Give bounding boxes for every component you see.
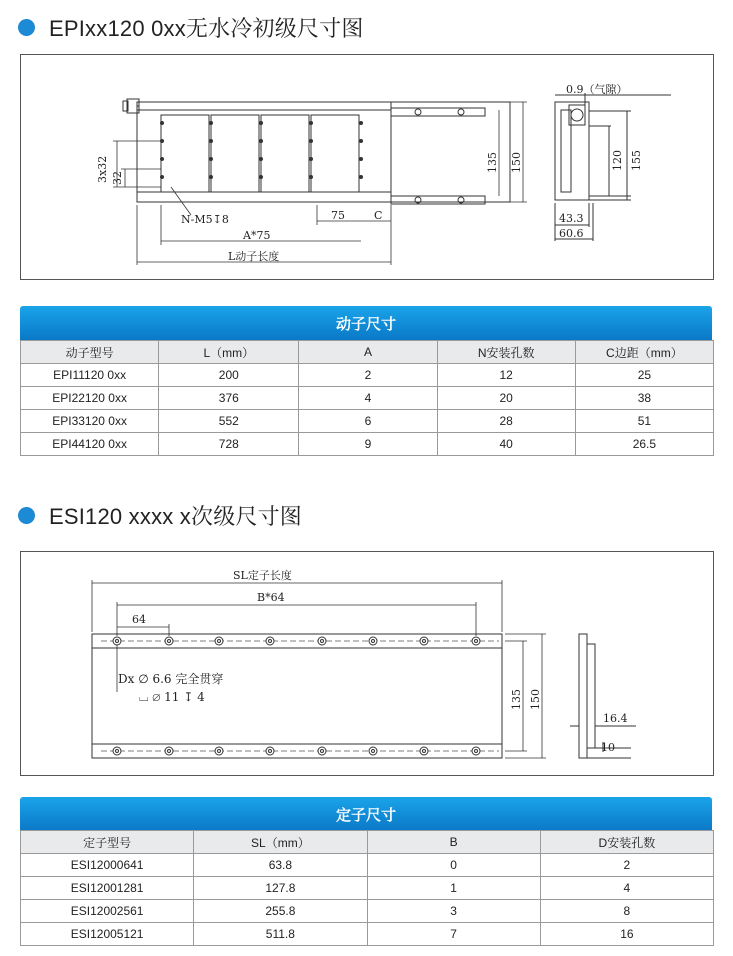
label-150: 150 xyxy=(529,689,542,710)
label-155: 155 xyxy=(630,150,643,171)
header-cell: 动子型号 xyxy=(21,341,159,364)
table-cell: ESI12000641 xyxy=(21,854,194,877)
bullet-icon xyxy=(18,507,35,524)
label-dx-holes: Dx ∅ 6.6 完全贯穿 xyxy=(118,672,224,686)
mover-table xyxy=(20,340,714,456)
secondary-side-view xyxy=(570,634,636,758)
table-header-row xyxy=(21,831,714,854)
label-120: 120 xyxy=(611,150,624,171)
table-cell: 552 xyxy=(159,410,299,433)
table-cell: 25 xyxy=(575,364,713,387)
table-cell: 9 xyxy=(299,433,437,456)
label-3x32: 3x32 xyxy=(96,155,109,183)
label-32: 32 xyxy=(111,171,124,185)
primary-body xyxy=(137,102,510,202)
table-cell: 1 xyxy=(367,877,540,900)
label-60-6: 60.6 xyxy=(559,227,584,240)
stator-table xyxy=(20,830,714,946)
header-cell: SL（mm） xyxy=(194,831,367,854)
table-cell: ESI12002561 xyxy=(21,900,194,923)
table-row xyxy=(21,387,714,410)
label-75: 75 xyxy=(331,209,345,222)
label-10: 10 xyxy=(601,741,615,754)
table-header-row xyxy=(21,341,714,364)
table-cell: 38 xyxy=(575,387,713,410)
label-16-4: 16.4 xyxy=(603,712,628,725)
table-row xyxy=(21,854,714,877)
primary-drawing-svg xyxy=(21,55,713,279)
stator-table-banner: 定子尺寸 xyxy=(20,797,712,831)
table-cell: 511.8 xyxy=(194,923,367,946)
table-cell: 8 xyxy=(540,900,713,923)
table-cell: 2 xyxy=(540,854,713,877)
label-135: 135 xyxy=(510,689,523,710)
mover-table-banner: 动子尺寸 xyxy=(20,306,712,340)
primary-drawing xyxy=(20,54,714,280)
table-row xyxy=(21,923,714,946)
label-43-3: 43.3 xyxy=(559,212,584,225)
header-cell: N安装孔数 xyxy=(437,341,575,364)
label-b64: B*64 xyxy=(257,591,285,604)
table-row xyxy=(21,433,714,456)
label-sl: SL定子长度 xyxy=(233,569,292,582)
table-cell: 3 xyxy=(367,900,540,923)
label-150: 150 xyxy=(510,152,523,173)
table-cell: ESI12005121 xyxy=(21,923,194,946)
table-cell: 728 xyxy=(159,433,299,456)
bullet-icon xyxy=(18,19,35,36)
table-cell: 12 xyxy=(437,364,575,387)
header-cell: B xyxy=(367,831,540,854)
section2-heading xyxy=(18,500,302,531)
header-cell: L（mm） xyxy=(159,341,299,364)
table-cell: 16 xyxy=(540,923,713,946)
table-cell: 6 xyxy=(299,410,437,433)
header-cell: C边距（mm） xyxy=(575,341,713,364)
table-cell: 51 xyxy=(575,410,713,433)
table-row xyxy=(21,900,714,923)
section2-title: ESI120 xxxx x次级尺寸图 xyxy=(49,504,302,529)
secondary-drawing-svg xyxy=(21,552,713,775)
header-cell: D安装孔数 xyxy=(540,831,713,854)
label-gap: 0.9（气隙） xyxy=(566,83,628,96)
table-cell: EPI22120 0xx xyxy=(21,387,159,410)
table-cell: ESI12001281 xyxy=(21,877,194,900)
table-row xyxy=(21,877,714,900)
table-row xyxy=(21,410,714,433)
label-a75: A*75 xyxy=(243,229,271,242)
table-cell: 4 xyxy=(540,877,713,900)
table-cell: EPI33120 0xx xyxy=(21,410,159,433)
label-64: 64 xyxy=(132,613,146,626)
table-cell: EPI11120 0xx xyxy=(21,364,159,387)
section1-heading xyxy=(18,12,364,43)
header-cell: A xyxy=(299,341,437,364)
table-cell: EPI44120 0xx xyxy=(21,433,159,456)
table-cell: 200 xyxy=(159,364,299,387)
table-cell: 20 xyxy=(437,387,575,410)
table-cell: 255.8 xyxy=(194,900,367,923)
table-cell: 40 xyxy=(437,433,575,456)
label-l: L动子长度 xyxy=(228,250,280,263)
table-cell: 28 xyxy=(437,410,575,433)
table-cell: 376 xyxy=(159,387,299,410)
table-cell: 26.5 xyxy=(575,433,713,456)
table-cell: 2 xyxy=(299,364,437,387)
label-counterbore: ⌴ ∅ 11 ↧ 4 xyxy=(139,690,205,704)
table-cell: 7 xyxy=(367,923,540,946)
label-c: C xyxy=(374,209,383,222)
table-cell: 4 xyxy=(299,387,437,410)
label-holes: N-M5↧8 xyxy=(181,213,229,226)
table-cell: 63.8 xyxy=(194,854,367,877)
table-cell: 127.8 xyxy=(194,877,367,900)
header-cell: 定子型号 xyxy=(21,831,194,854)
table-row xyxy=(21,364,714,387)
label-135: 135 xyxy=(486,152,499,173)
table-cell: 0 xyxy=(367,854,540,877)
section1-title: EPIxx120 0xx无水冷初级尺寸图 xyxy=(49,16,364,41)
secondary-drawing xyxy=(20,551,714,776)
